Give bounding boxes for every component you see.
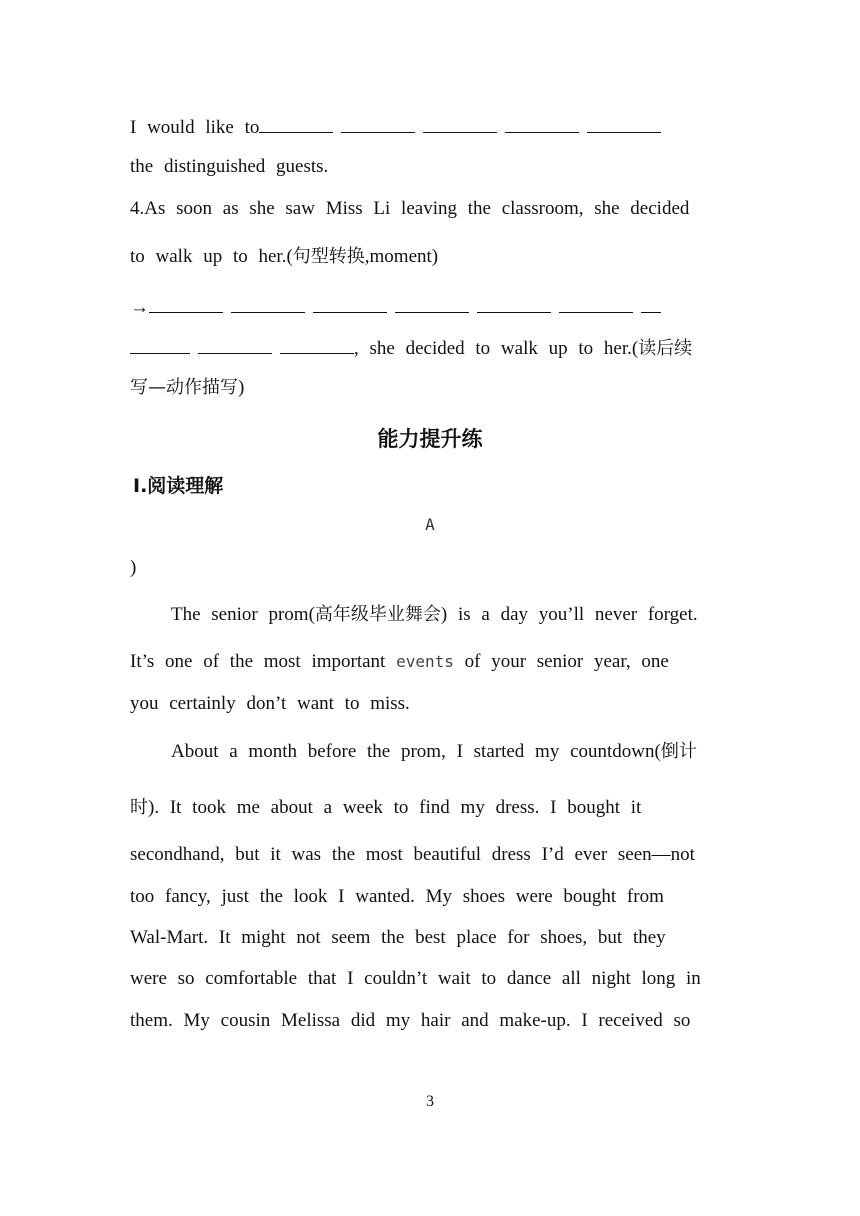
- paragraph-line: them. My cousin Melissa did my hair and make-up. I received so: [130, 1010, 691, 1031]
- answer-blank[interactable]: [505, 114, 579, 133]
- answer-blank[interactable]: [259, 114, 333, 133]
- arrow-icon: →: [130, 297, 149, 318]
- paragraph-line: you certainly don’t want to miss.: [130, 693, 410, 714]
- answer-blank[interactable]: [587, 114, 661, 133]
- answer-blank[interactable]: [423, 114, 497, 133]
- answer-blank[interactable]: [341, 114, 415, 133]
- paragraph-line: About a month before the prom, I started my countdown(倒计: [171, 741, 697, 762]
- text-line: I would like to: [130, 114, 669, 140]
- text-line: , she decided to walk up to her.(读后续: [130, 335, 692, 361]
- text-line: the distinguished guests.: [130, 156, 329, 177]
- page-number: 3: [426, 1093, 434, 1110]
- answer-blank[interactable]: [641, 294, 661, 313]
- passage-label: A: [425, 515, 435, 534]
- paragraph-line: 时). It took me about a week to find my dress. I bought it: [130, 797, 642, 818]
- subsection-heading: Ⅰ.阅读理解: [133, 475, 224, 497]
- answer-blank[interactable]: [559, 294, 633, 313]
- paragraph-line: The senior prom(高年级毕业舞会) is a day you’ll never forget.: [171, 604, 698, 625]
- section-title: 能力提升练: [377, 427, 483, 451]
- paragraph-line: Wal-Mart. It might not seem the best place for shoes, but they: [130, 927, 666, 948]
- paragraph-line: too fancy, just the look I wanted. My shoes were bought from: [130, 886, 664, 907]
- answer-blank[interactable]: [313, 294, 387, 313]
- answer-blank[interactable]: [395, 294, 469, 313]
- answer-blank[interactable]: [231, 294, 305, 313]
- answer-blank[interactable]: [477, 294, 551, 313]
- text-line: to walk up to her.(句型转换,moment): [130, 246, 439, 267]
- blank-line: [130, 294, 661, 320]
- question-4: 4.As soon as she saw Miss Li leaving the classroom, she decided: [130, 198, 690, 219]
- paragraph-line: It’s one of the most important events of your senior year, one: [130, 651, 669, 672]
- answer-blank[interactable]: [149, 294, 223, 313]
- paragraph-line: secondhand, but it was the most beautiful dress I’d ever seen—not: [130, 844, 695, 865]
- answer-blank[interactable]: [130, 335, 190, 354]
- stray-paren: ): [130, 557, 137, 578]
- answer-blank[interactable]: [280, 335, 354, 354]
- answer-blank[interactable]: [198, 335, 272, 354]
- paragraph-line: were so comfortable that I couldn’t wait to dance all night long in: [130, 968, 701, 989]
- text-line: 写—动作描写): [130, 377, 245, 398]
